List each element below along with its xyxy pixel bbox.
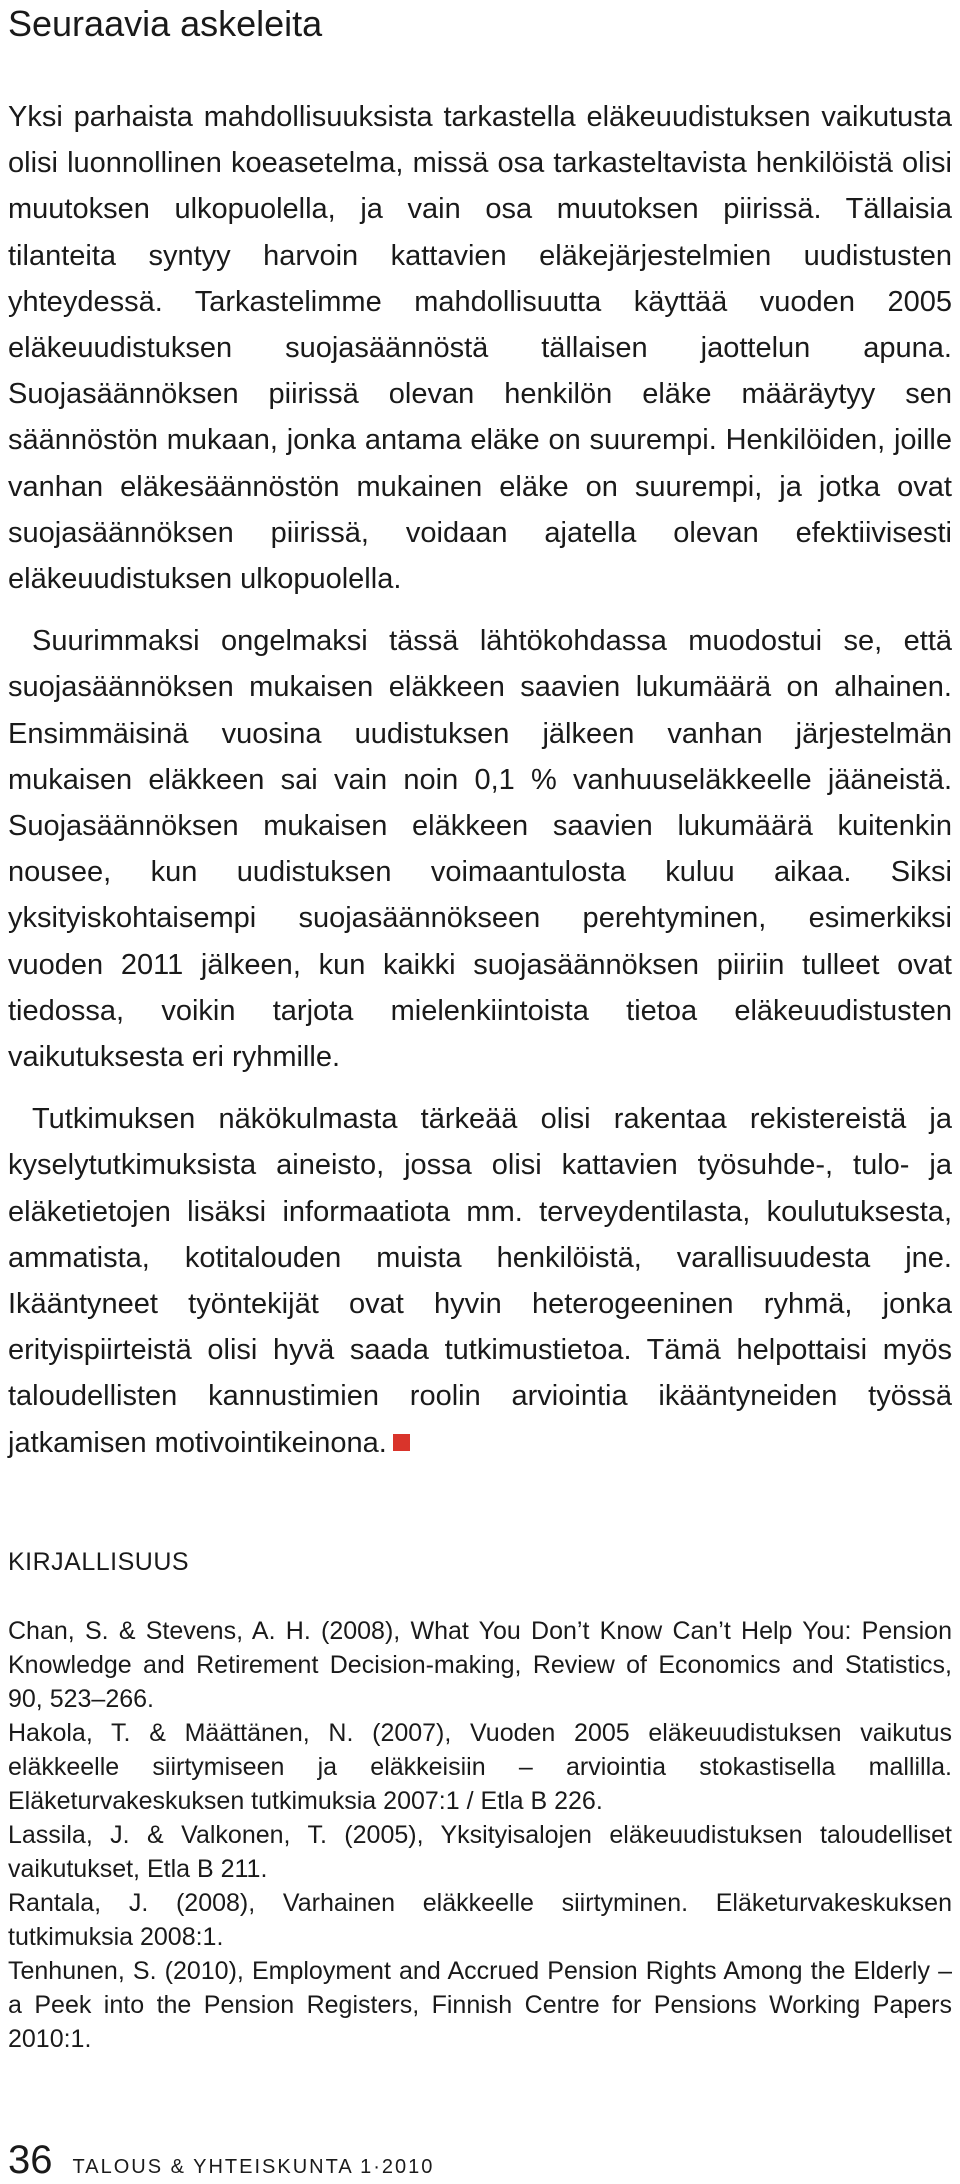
- references-heading: KIRJALLISUUS: [8, 1548, 190, 1576]
- reference-item: Hakola, T. & Määttänen, N. (2007), Vuoden 2005 eläkeuudistuksen vaikutus eläkkeelle siirtymiseen ja eläkkeisiin – arviointia stokastisella mallilla. Eläketurvakeskuksen tutkimuksia 2007:1 / Etla B 226.: [8, 1719, 952, 1815]
- reference-item: Tenhunen, S. (2010), Employment and Accrued Pension Rights Among the Elderly – a Peek into the Pension Registers, Finnish Centre for Pensions Working Papers 2010:1.: [8, 1957, 952, 2053]
- journal-name: TALOUS & YHTEISKUNTA 1·2010: [72, 2156, 435, 2178]
- paragraph-3: [8, 1096, 952, 1466]
- reference-item: Lassila, J. & Valkonen, T. (2005), Yksityisalojen eläkeuudistuksen taloudelliset vaikutukset, Etla B 211.: [8, 1821, 952, 1883]
- reference-item: Rantala, J. (2008), Varhainen eläkkeelle siirtyminen. Eläketurvakeskuksen tutkimuksia 2008:1.: [8, 1889, 952, 1951]
- paragraph-1: Yksi parhaista mahdollisuuksista tarkastella eläkeuudistuksen vaikutusta olisi luonnollinen koeasetelma, missä osa tarkasteltavista henkilöistä olisi muutoksen ulkopuolella, ja vain osa muutoksen piirissä. Tällaisia tilanteita syntyy harvoin kattavien eläkejärjestelmien uudistusten yhteydessä. Tarkastelimme mahdollisuutta käyttää vuoden 2005 eläkeuudistuksen suojasäännöstä tällaisen jaottelun apuna. Suojasäännöksen piirissä olevan henkilön eläke määräytyy sen säännöstön mukaan, jonka antama eläke on suurempi. Henkilöiden, joille vanhan eläkesäännöstön mukainen eläke on suurempi, ja jotka ovat suojasäännöksen piirissä, voidaan ajatella olevan efektiivisesti eläkeuudistuksen ulkopuolella.: [8, 101, 952, 596]
- reference-item: Chan, S. & Stevens, A. H. (2008), What You Don’t Know Can’t Help You: Pension Knowledge and Retirement Decision-making, Review of Economics and Statistics, 90, 523–266.: [8, 1617, 952, 1713]
- references-list: [8, 1614, 952, 2056]
- page-number: 36: [8, 2138, 53, 2182]
- page-footer: [8, 2140, 434, 2180]
- paragraph-2: Suurimmaksi ongelmaksi tässä lähtökohdassa muodostui se, että suojasäännöksen mukaisen eläkkeen saavien lukumäärä on alhainen. Ensimmäisinä vuosina uudistuksen jälkeen vanhan järjestelmän mukaisen eläkkeen sai vain noin 0,1 % vanhuuseläkkeelle jääneistä. Suojasäännöksen mukaisen eläkkeen saavien lukumäärä kuitenkin nousee, kun uudistuksen voimaantulosta kuluu aikaa. Siksi yksityiskohtaisempi suojasäännökseen perehtyminen, esimerkiksi vuoden 2011 jälkeen, kun kaikki suojasäännöksen piiriin tulleet ovat tiedossa, voikin tarjota mielenkiintoista tietoa eläkeuudistusten vaikutuksesta eri ryhmille.: [8, 625, 952, 1074]
- end-of-article-mark: [393, 1434, 410, 1451]
- paragraph-3-text: Tutkimuksen näkökulmasta tärkeää olisi rakentaa rekistereistä ja kyselytutkimuksista aineisto, jossa olisi kattavien työsuhde-, tulo- ja eläketietojen lisäksi informaatiota mm. terveydentilasta, koulutuksesta, ammatista, kotitalouden muista henkilöistä, varallisuudesta jne. Ikääntyneet työntekijät ovat hyvin heterogeeninen ryhmä, jonka erityispiirteistä olisi hyvä saada tutkimustietoa. Tämä helpottaisi myös taloudellisten kannustimien roolin arviointia ikääntyneiden työssä jatkamisen motivointikeinona.: [8, 1103, 952, 1459]
- section-heading: Seuraavia askeleita: [8, 3, 323, 44]
- article-body: [8, 94, 952, 1466]
